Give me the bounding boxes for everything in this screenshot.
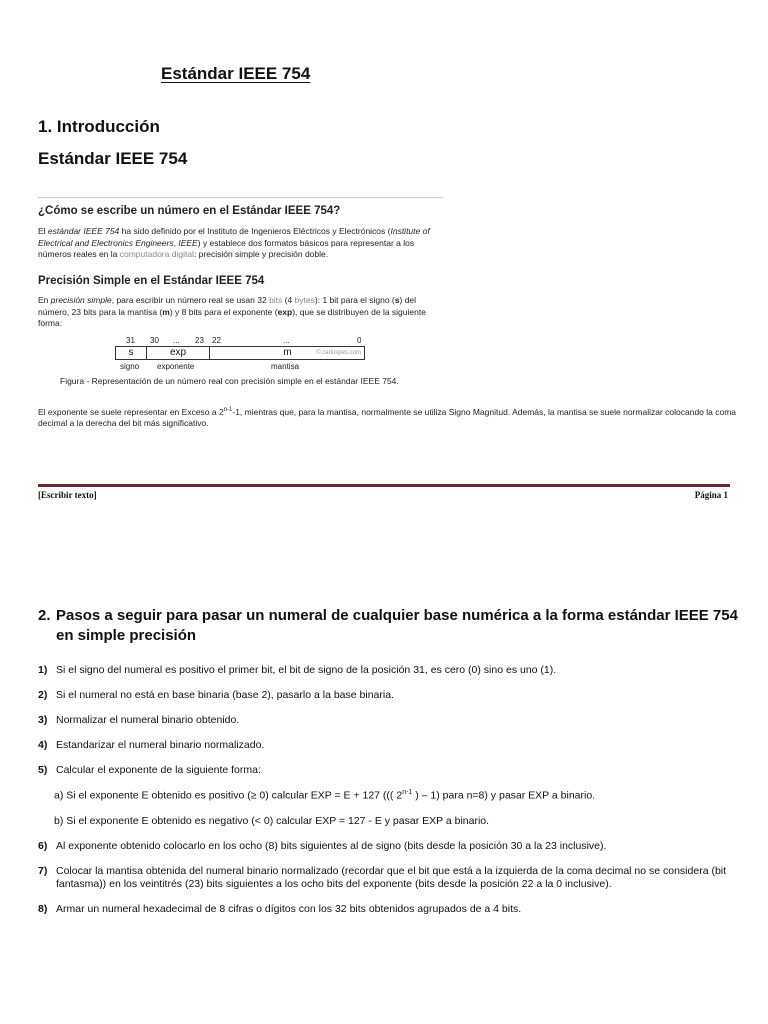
text-run: ), que se distribuyen de la siguiente forma:: [38, 306, 426, 328]
bit-number: 30: [150, 336, 159, 345]
intro-paragraph: [38, 226, 438, 261]
bits-link[interactable]: bits: [269, 295, 283, 305]
step-text: Armar un numeral hexadecimal de 8 cifras o dígitos con los 32 bits obtenidos agrupados de a 4 bits.: [56, 903, 522, 915]
step-5b: b) Si el exponente E obtenido es negativo (< 0) calcular EXP = 127 - E y pasar EXP a binario.: [54, 815, 490, 827]
step-number: 2): [38, 689, 48, 701]
step-text: Si el signo del numeral es positivo el primer bit, el bit de signo de la posición 31, es cero (0) sino es uno (1).: [56, 664, 557, 676]
text-run: s: [394, 295, 400, 305]
divider: [38, 197, 443, 198]
field-label: signo: [120, 362, 140, 371]
field-label: mantisa: [271, 362, 300, 371]
text-run: ) – 1) para n=8) y pasar EXP a binario.: [412, 789, 596, 802]
section-1-heading: [38, 117, 160, 137]
exponent-paragraph: [38, 405, 738, 430]
step-number: 1): [38, 664, 48, 676]
step-item: [38, 739, 738, 752]
bytes-link[interactable]: bytes: [294, 295, 315, 305]
step-number: 7): [38, 865, 48, 877]
step-number: 4): [38, 739, 48, 751]
step-number: 6): [38, 840, 48, 852]
step-number: 5): [38, 764, 48, 776]
section-2-title: Pasos a seguir para pasar un numeral de cualquier base numérica a la forma estándar IEEE 754 en simple precisión: [56, 607, 738, 644]
superscript: n-1: [402, 789, 413, 796]
text-run: precisión simple: [50, 295, 112, 305]
step-text: Al exponente obtenido colocarlo en los ocho (8) bits siguientes al de signo (bits desde la posición 30 a la 23 inclusive).: [56, 840, 607, 852]
figure-caption: Figura - Representación de un número real con precisión simple en el estándar IEEE 754.: [60, 376, 399, 386]
question-heading: ¿Cómo se escribe un número en el Estándar IEEE 754?: [38, 205, 341, 217]
step-item: [38, 903, 738, 916]
text-run: ) y 8 bits para el exponente (: [169, 306, 278, 317]
simple-precision-paragraph: [38, 295, 438, 330]
section-1-title: Introducción: [56, 117, 160, 136]
text-run: (4: [282, 295, 295, 305]
page-number: Página 1: [694, 490, 728, 500]
text-run: El exponente se suele representar en Exceso a 2: [38, 406, 224, 417]
step-text: Normalizar el numeral binario obtenido.: [56, 714, 240, 726]
simple-precision-heading: Precisión Simple en el Estándar IEEE 754: [38, 275, 265, 287]
mantissa-field: m: [283, 347, 292, 358]
section-2-number: 2.: [38, 607, 51, 624]
text-run: : precisión simple y precisión doble.: [193, 249, 329, 259]
bit-number: 22: [212, 336, 221, 345]
step-text: Si el numeral no está en base binaria (base 2), pasarlo a la base binaria.: [56, 689, 394, 701]
bit-number: ...: [283, 336, 290, 345]
superscript: n-1: [223, 407, 233, 413]
text-run: -1, mientras que, para la mantisa, normalmente se utiliza Signo Magnitud. Además, la mantisa se suele normalizar colocando la coma decimal a la derecha del bit más significativo.: [38, 406, 737, 429]
step-item: [38, 689, 738, 702]
text-run: IEEE: [178, 237, 198, 248]
step-item: [38, 714, 738, 727]
text-run: , para escribir un número real se usan 32: [111, 295, 270, 305]
step-5a: [54, 789, 595, 802]
field-label: exponente: [157, 362, 195, 371]
document-title: Estándar IEEE 754: [161, 64, 311, 83]
text-run: Institute of Electrical and Electronics Engineers: [38, 226, 430, 248]
step-text: Calcular el exponente de la siguiente forma:: [56, 764, 261, 776]
step-item: [38, 764, 738, 777]
step-number: 8): [38, 903, 48, 915]
text-run: ,: [173, 237, 179, 248]
step-text: Colocar la mantisa obtenida del numeral binario normalizado (recordar que el bit que está a la izquierda de la coma decimal no se considera (bit fantasma)) en los veintitrés (23) bits siguientes a los ocho bits del exponente (bits desde la posición 22 a la 0 inclusive).: [56, 865, 727, 890]
text-run: ha sido definido por el Instituto de Ingenieros Eléctricos y Electrónicos (: [119, 226, 391, 236]
article-heading: Estándar IEEE 754: [38, 149, 188, 168]
text-run: estándar IEEE 754: [47, 226, 120, 236]
section-1-number: 1.: [38, 117, 53, 136]
text-run: ): 1 bit para el signo (: [314, 295, 395, 305]
text-run: ) del número, 23 bits para la mantisa (: [38, 295, 417, 317]
bit-number: 0: [357, 336, 362, 345]
step-item: [38, 865, 738, 891]
bit-number: 23: [195, 336, 204, 345]
exponent-field: exp: [169, 347, 187, 358]
bit-position-numbers: [115, 336, 367, 346]
bit-number: 31: [126, 336, 135, 345]
step-item: [38, 840, 738, 853]
section-2-heading: [38, 606, 738, 646]
footer-rule: [38, 484, 730, 487]
field-labels: [115, 362, 367, 372]
bit-layout-diagram: [115, 346, 365, 360]
step-item: [38, 664, 738, 677]
text-run: m: [162, 306, 170, 317]
step-number: 3): [38, 714, 48, 726]
sign-field: s: [128, 347, 134, 358]
footer-placeholder-text: [Escribir texto]: [38, 490, 97, 500]
bit-number: ...: [173, 336, 180, 345]
step-text: Estandarizar el numeral binario normalizado.: [56, 739, 265, 751]
text-run: En: [38, 295, 51, 305]
text-run: exp: [277, 306, 293, 317]
text-run: a) Si el exponente E obtenido es positivo (≥ 0) calcular EXP = E + 127 ((( 2: [54, 789, 403, 802]
watermark: © carlospes.com: [316, 350, 361, 356]
text-run: ) y establece dos formatos básicos para representar a los números reales en la: [38, 237, 415, 259]
text-run: El: [38, 226, 48, 236]
computadora-digital-link[interactable]: computadora digital: [119, 249, 194, 259]
